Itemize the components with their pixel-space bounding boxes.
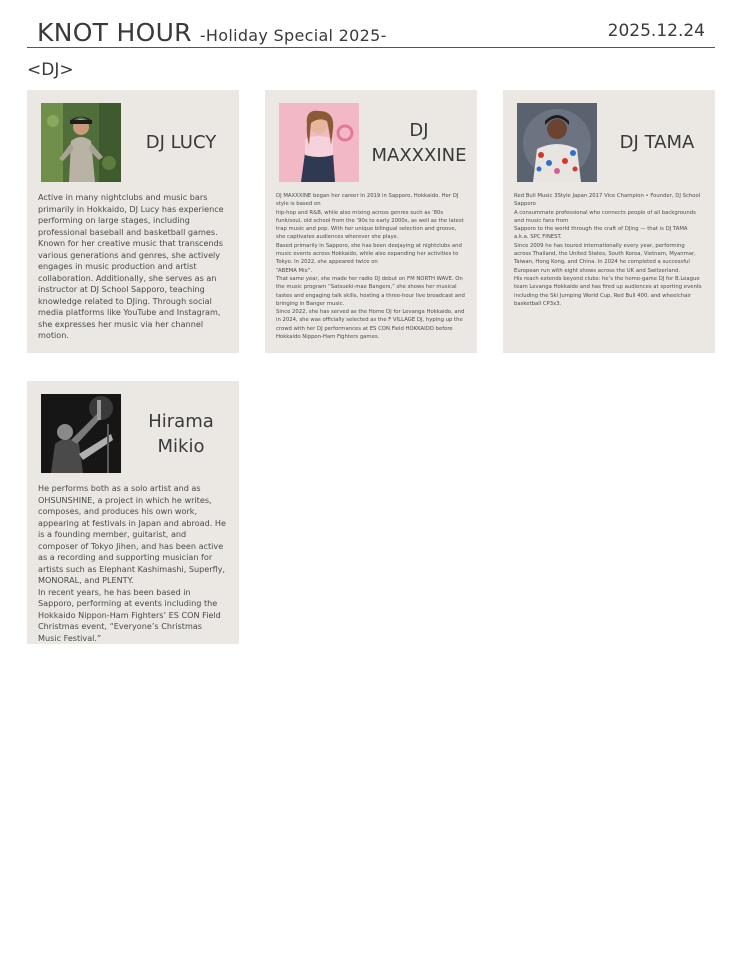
- dj-tama-bio: Red Bull Music 3Style Japan 2017 Vice Champion • Founder, DJ School Sapporo A consummate professional who connects people of all backgrounds and music fans from Sapporo to the world through the craft of DJing — that is DJ TAMA a.k.a. SPC FINEST. Since 2009 he has toured internationally every year, performing across Thailand, the United States, South Korea, Vietnam, Myanmar, Taiwan, Hong Kong, and China. In 2024 he completed a successful European run with eight shows across the UK and Switzerland. His reach extends beyond clubs: he’s the home-game DJ for B.League team Levanga Hokkaido and has fired up audiences at sporting events including the Ski Jumping World Cup, Red Bull 400, and wheelchair basketball CP3x3.: [514, 193, 702, 307]
- dj-lucy-bio: Active in many nightclubs and music bars primarily in Hokkaido, DJ Lucy has experience performing on large stages, including professional baseball and basketball games. Known for her creative music that transcends various generations and genres, she actively engages in music production and artist collaboration. Additionally, she serves as an instructor at DJ School Sapporo, teaching knowledge related to DJing. Through social media platforms like YouTube and Instagram, she expresses her music via her channel motion.: [38, 192, 224, 340]
- hirama-mikio-bio: He performs both as a solo artist and as OHSUNSHINE, a project in which he writes, composes, and produces his own work, appearing at festivals in Japan and abroad. He is a founding member, guitarist, and composer of Tokyo Jihen, and has been active as a recording and supporting musician for artists such as Elephant Kashimashi, Superfly, MONORAL, and PLENTY. In recent years, he has been based in Sapporo, performing at events including the Hokkaido Nippon-Ham Fighters’ ES CON Field Christmas event, “Everyone’s Christmas Music Festival.”: [38, 483, 226, 643]
- dj-card-lucy: [27, 90, 239, 353]
- event-date: 2025.12.24: [607, 21, 705, 41]
- dj-card-hirama-mikio: [27, 381, 239, 644]
- event-title: [37, 18, 387, 47]
- event-title-main: KNOT HOUR: [37, 18, 192, 47]
- dj-maxxxine-name: DJ MAXXXINE: [371, 119, 467, 166]
- dj-lucy-name: DJ LUCY: [145, 132, 217, 153]
- dj-lucy-photo: [41, 103, 121, 182]
- dj-maxxxine-bio: DJ MAXXXINE began her career in 2019 in Sapporo, Hokkaido. Her DJ style is based on hip-hop and R&B, while also mixing across genres such as ’80s funk/soul, old school from the ’90s to early 2000s, as well as the latest trap music and pop. With her unique bilingual selection and groove, she captivates audiences wherever she plays. Based primarily in Sapporo, she has been deejaying at nightclubs and music events across Hokkaido, while also expanding her activities to Tokyo. In 2022, she appeared twice on “ABEMA Mix”. That same year, she made her radio DJ debut on FM NORTH WAVE. On the music program “Satsueki-mae Bangers,” she shows her musical tastes and engaging talk skills, hosting a three-hour live broadcast and bringing in Banger music. Since 2022, she has served as the Home DJ for Levanga Hokkaido, and in 2024, she was officially selected as the F VILLAGE DJ, hyping up the crowd with her DJ performances at ES CON Field HOKKAIDO before Hokkaido Nippon-Ham Fighters games.: [276, 193, 465, 341]
- event-subtitle: -Holiday Special 2025-: [199, 26, 387, 45]
- dj-card-maxxxine: [265, 90, 477, 353]
- dj-tama-photo: [517, 103, 597, 182]
- page-header: [27, 14, 715, 48]
- dj-maxxxine-photo: [279, 103, 359, 182]
- hirama-mikio-photo: [41, 394, 121, 473]
- hirama-mikio-name: Hirama Mikio: [148, 410, 214, 457]
- dj-card-tama: [503, 90, 715, 353]
- section-label: <DJ>: [27, 60, 74, 80]
- dj-tama-name: DJ TAMA: [619, 132, 695, 153]
